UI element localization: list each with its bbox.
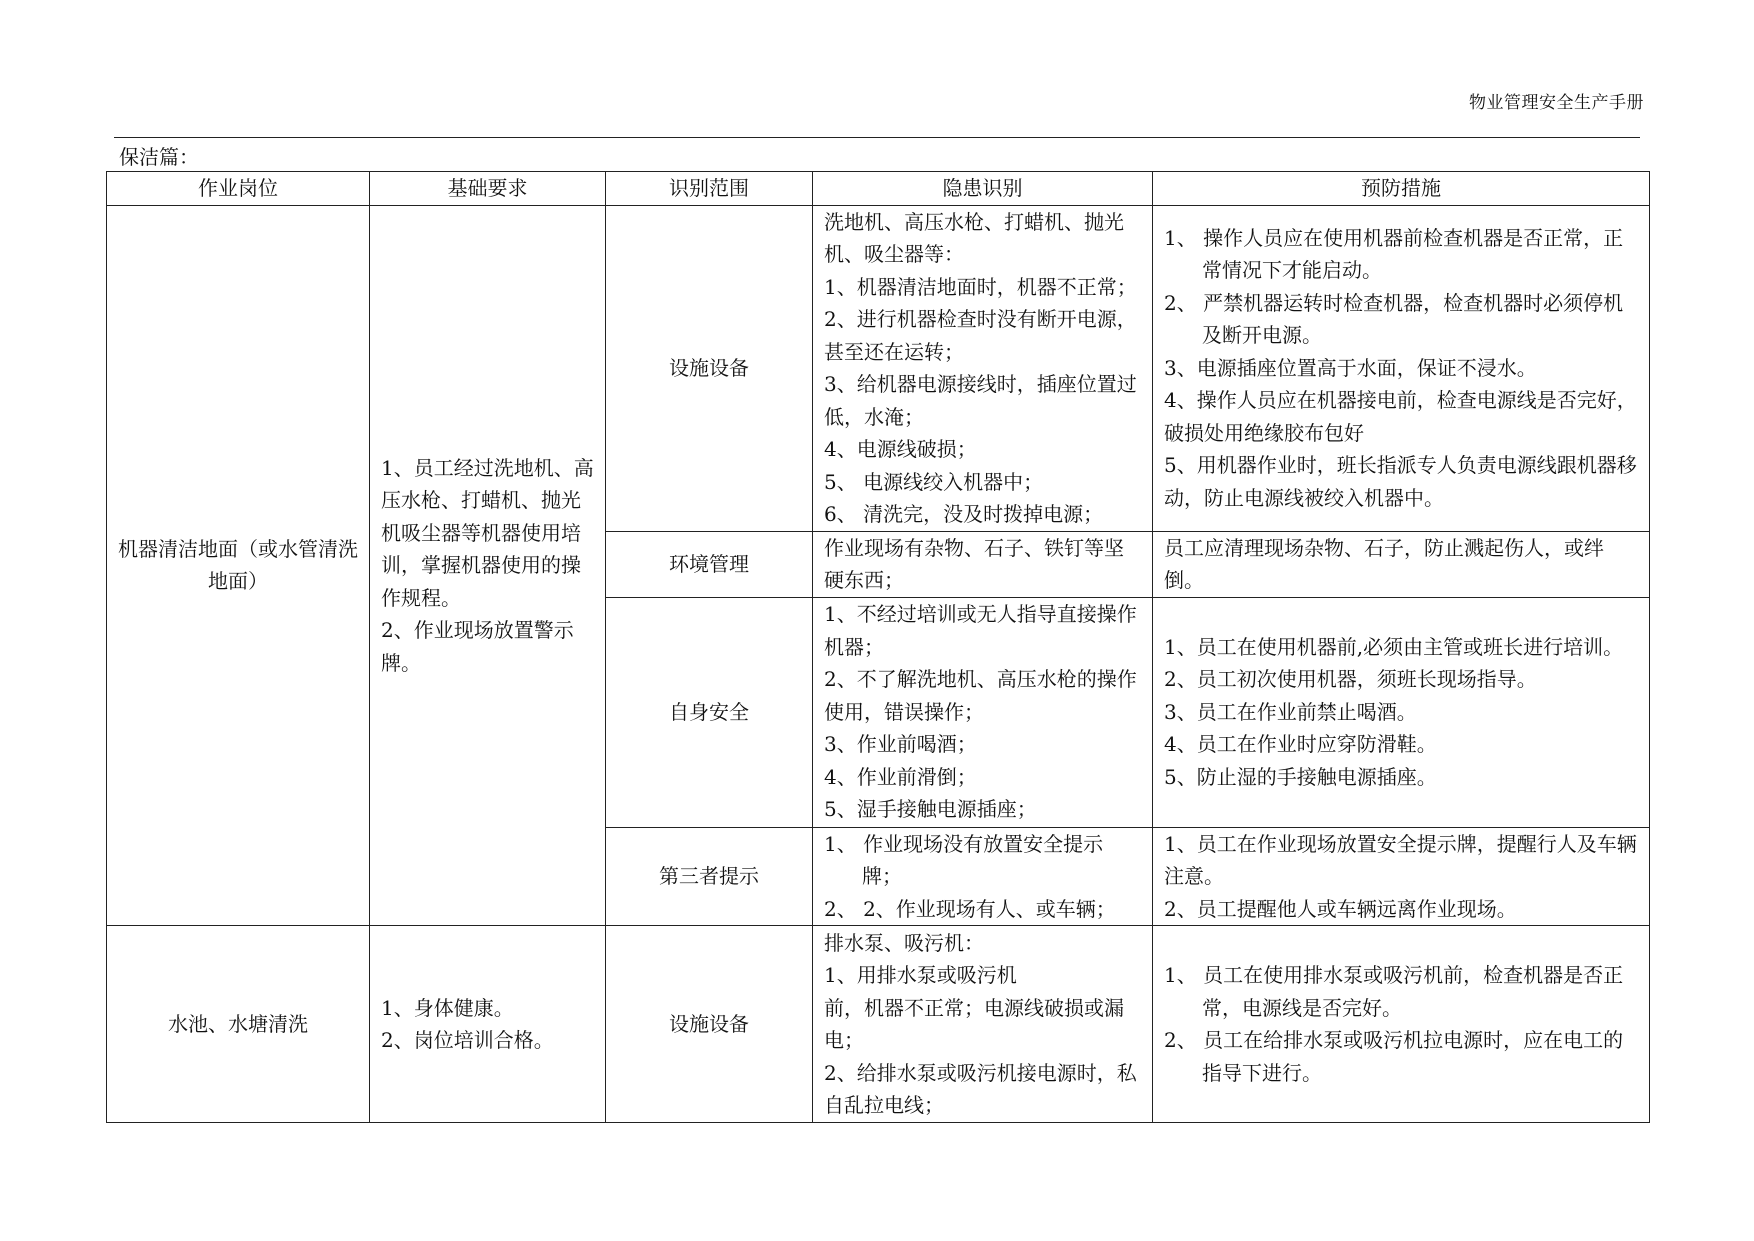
column-header-scope: 识别范围 (606, 172, 813, 206)
measure-item: 4、操作人员应在机器接电前，检查电源线是否完好，破损处用绝缘胶布包好 (1164, 388, 1637, 445)
scope-cell: 设施设备 (606, 205, 813, 531)
header-divider (114, 137, 1640, 138)
scope-cell: 设施设备 (606, 926, 813, 1123)
measure-item: 1、 操作人员应在使用机器前检查机器是否正常，正常情况下才能启动。 (1164, 225, 1624, 283)
manual-title: 物业管理安全生产手册 (1469, 93, 1644, 113)
measures-cell (1153, 827, 1650, 926)
hazard-item: 2、给排水泵或吸污机接电源时，私自乱拉电线； (824, 1060, 1137, 1117)
requirement-item: 2、岗位培训合格。 (381, 1028, 554, 1052)
measure-item: 3、电源插座位置高于水面，保证不浸水。 (1164, 355, 1537, 380)
hazard-item: 4、作业前滑倒； (824, 764, 977, 789)
measure-item: 4、员工在作业时应穿防滑鞋。 (1164, 732, 1437, 757)
hazard-item: 2、进行机器检查时没有断开电源，甚至还在运转； (824, 307, 1137, 364)
column-header-role: 作业岗位 (107, 172, 370, 206)
requirements-cell (370, 926, 606, 1123)
measure-item: 1、员工在使用机器前,必须由主管或班长进行培训。 (1164, 634, 1624, 659)
measure-item: 1、员工在作业现场放置安全提示牌，提醒行人及车辆注意。 (1164, 831, 1637, 888)
hazards-cell (813, 531, 1153, 597)
hazard-item: 3、给机器电源接线时，插座位置过低，水淹； (824, 372, 1137, 429)
hazards-cell (813, 205, 1153, 531)
hazard-item: 1、不经过培训或无人指导直接操作机器； (824, 602, 1137, 659)
requirement-item: 1、员工经过洗地机、高压水枪、打蜡机、抛光机吸尘器等机器使用培训，掌握机器使用的操作规程。 (381, 455, 594, 610)
hazard-item: 作业现场有杂物、石子、铁钉等坚硬东西； (824, 535, 1124, 592)
table-header-row (107, 172, 1650, 206)
section-label: 保洁篇： (119, 145, 199, 169)
measure-item: 2、员工初次使用机器，须班长现场指导。 (1164, 667, 1537, 692)
requirements-cell (370, 205, 606, 926)
hazard-item: 2、 2、作业现场有人、或车辆； (824, 896, 1116, 921)
hazard-item: 5、 电源线绞入机器中； (824, 469, 1044, 494)
column-header-measures: 预防措施 (1153, 172, 1650, 206)
measure-item: 5、用机器作业时，班长指派专人负责电源线跟机器移动，防止电源线被绞入机器中。 (1164, 453, 1637, 510)
measure-item: 5、防止湿的手接触电源插座。 (1164, 764, 1437, 789)
requirement-item: 1、身体健康。 (381, 995, 514, 1020)
job-role-cell: 机器清洁地面（或水管清洗地面） (107, 205, 370, 926)
hazard-item: 4、电源线破损； (824, 437, 977, 461)
measure-item: 2、员工提醒他人或车辆远离作业现场。 (1164, 896, 1517, 921)
measures-cell (1153, 205, 1650, 531)
measure-item: 3、员工在作业前禁止喝酒。 (1164, 699, 1417, 724)
job-role-cell: 水池、水塘清洗 (107, 926, 370, 1123)
hazard-item: 1、用排水泵或吸污机 (824, 963, 1017, 987)
column-header-requirements: 基础要求 (370, 172, 606, 206)
hazard-item: 1、 作业现场没有放置安全提示牌； (824, 831, 1104, 888)
hazard-item: 前，机器不正常；电源线破损或漏电； (824, 995, 1124, 1052)
scope-cell: 自身安全 (606, 597, 813, 827)
hazard-item: 6、 清洗完，没及时拨掉电源； (824, 502, 1104, 526)
measures-cell (1153, 531, 1650, 597)
requirement-item: 2、作业现场放置警示牌。 (381, 618, 574, 675)
table-row (107, 926, 1650, 1123)
scope-cell: 环境管理 (606, 531, 813, 597)
hazard-item: 2、不了解洗地机、高压水枪的操作使用，错误操作； (824, 667, 1137, 724)
column-header-hazards: 隐患识别 (813, 172, 1153, 206)
table-row (107, 205, 1650, 531)
hazards-cell (813, 827, 1153, 926)
measures-cell (1153, 926, 1650, 1123)
measures-cell (1153, 597, 1650, 827)
hazard-item: 3、作业前喝酒； (824, 732, 977, 757)
hazard-item: 1、机器清洁地面时，机器不正常； (824, 274, 1137, 299)
measure-item: 2、 员工在给排水泵或吸污机拉电源时，应在电工的指导下进行。 (1164, 1028, 1624, 1085)
hazard-item: 排水泵、吸污机： (824, 930, 984, 955)
measure-item: 1、 员工在使用排水泵或吸污机前，检查机器是否正常，电源线是否完好。 (1164, 963, 1624, 1020)
hazard-item: 洗地机、高压水枪、打蜡机、抛光机、吸尘器等： (824, 209, 1124, 266)
hazards-cell (813, 926, 1153, 1123)
safety-table (106, 171, 1650, 1123)
hazard-item: 5、湿手接触电源插座； (824, 797, 1037, 822)
scope-cell: 第三者提示 (606, 827, 813, 926)
measure-item: 员工应清理现场杂物、石子，防止溅起伤人，或绊倒。 (1164, 535, 1604, 592)
measure-item: 2、 严禁机器运转时检查机器，检查机器时必须停机及断开电源。 (1164, 290, 1624, 348)
hazards-cell (813, 597, 1153, 827)
